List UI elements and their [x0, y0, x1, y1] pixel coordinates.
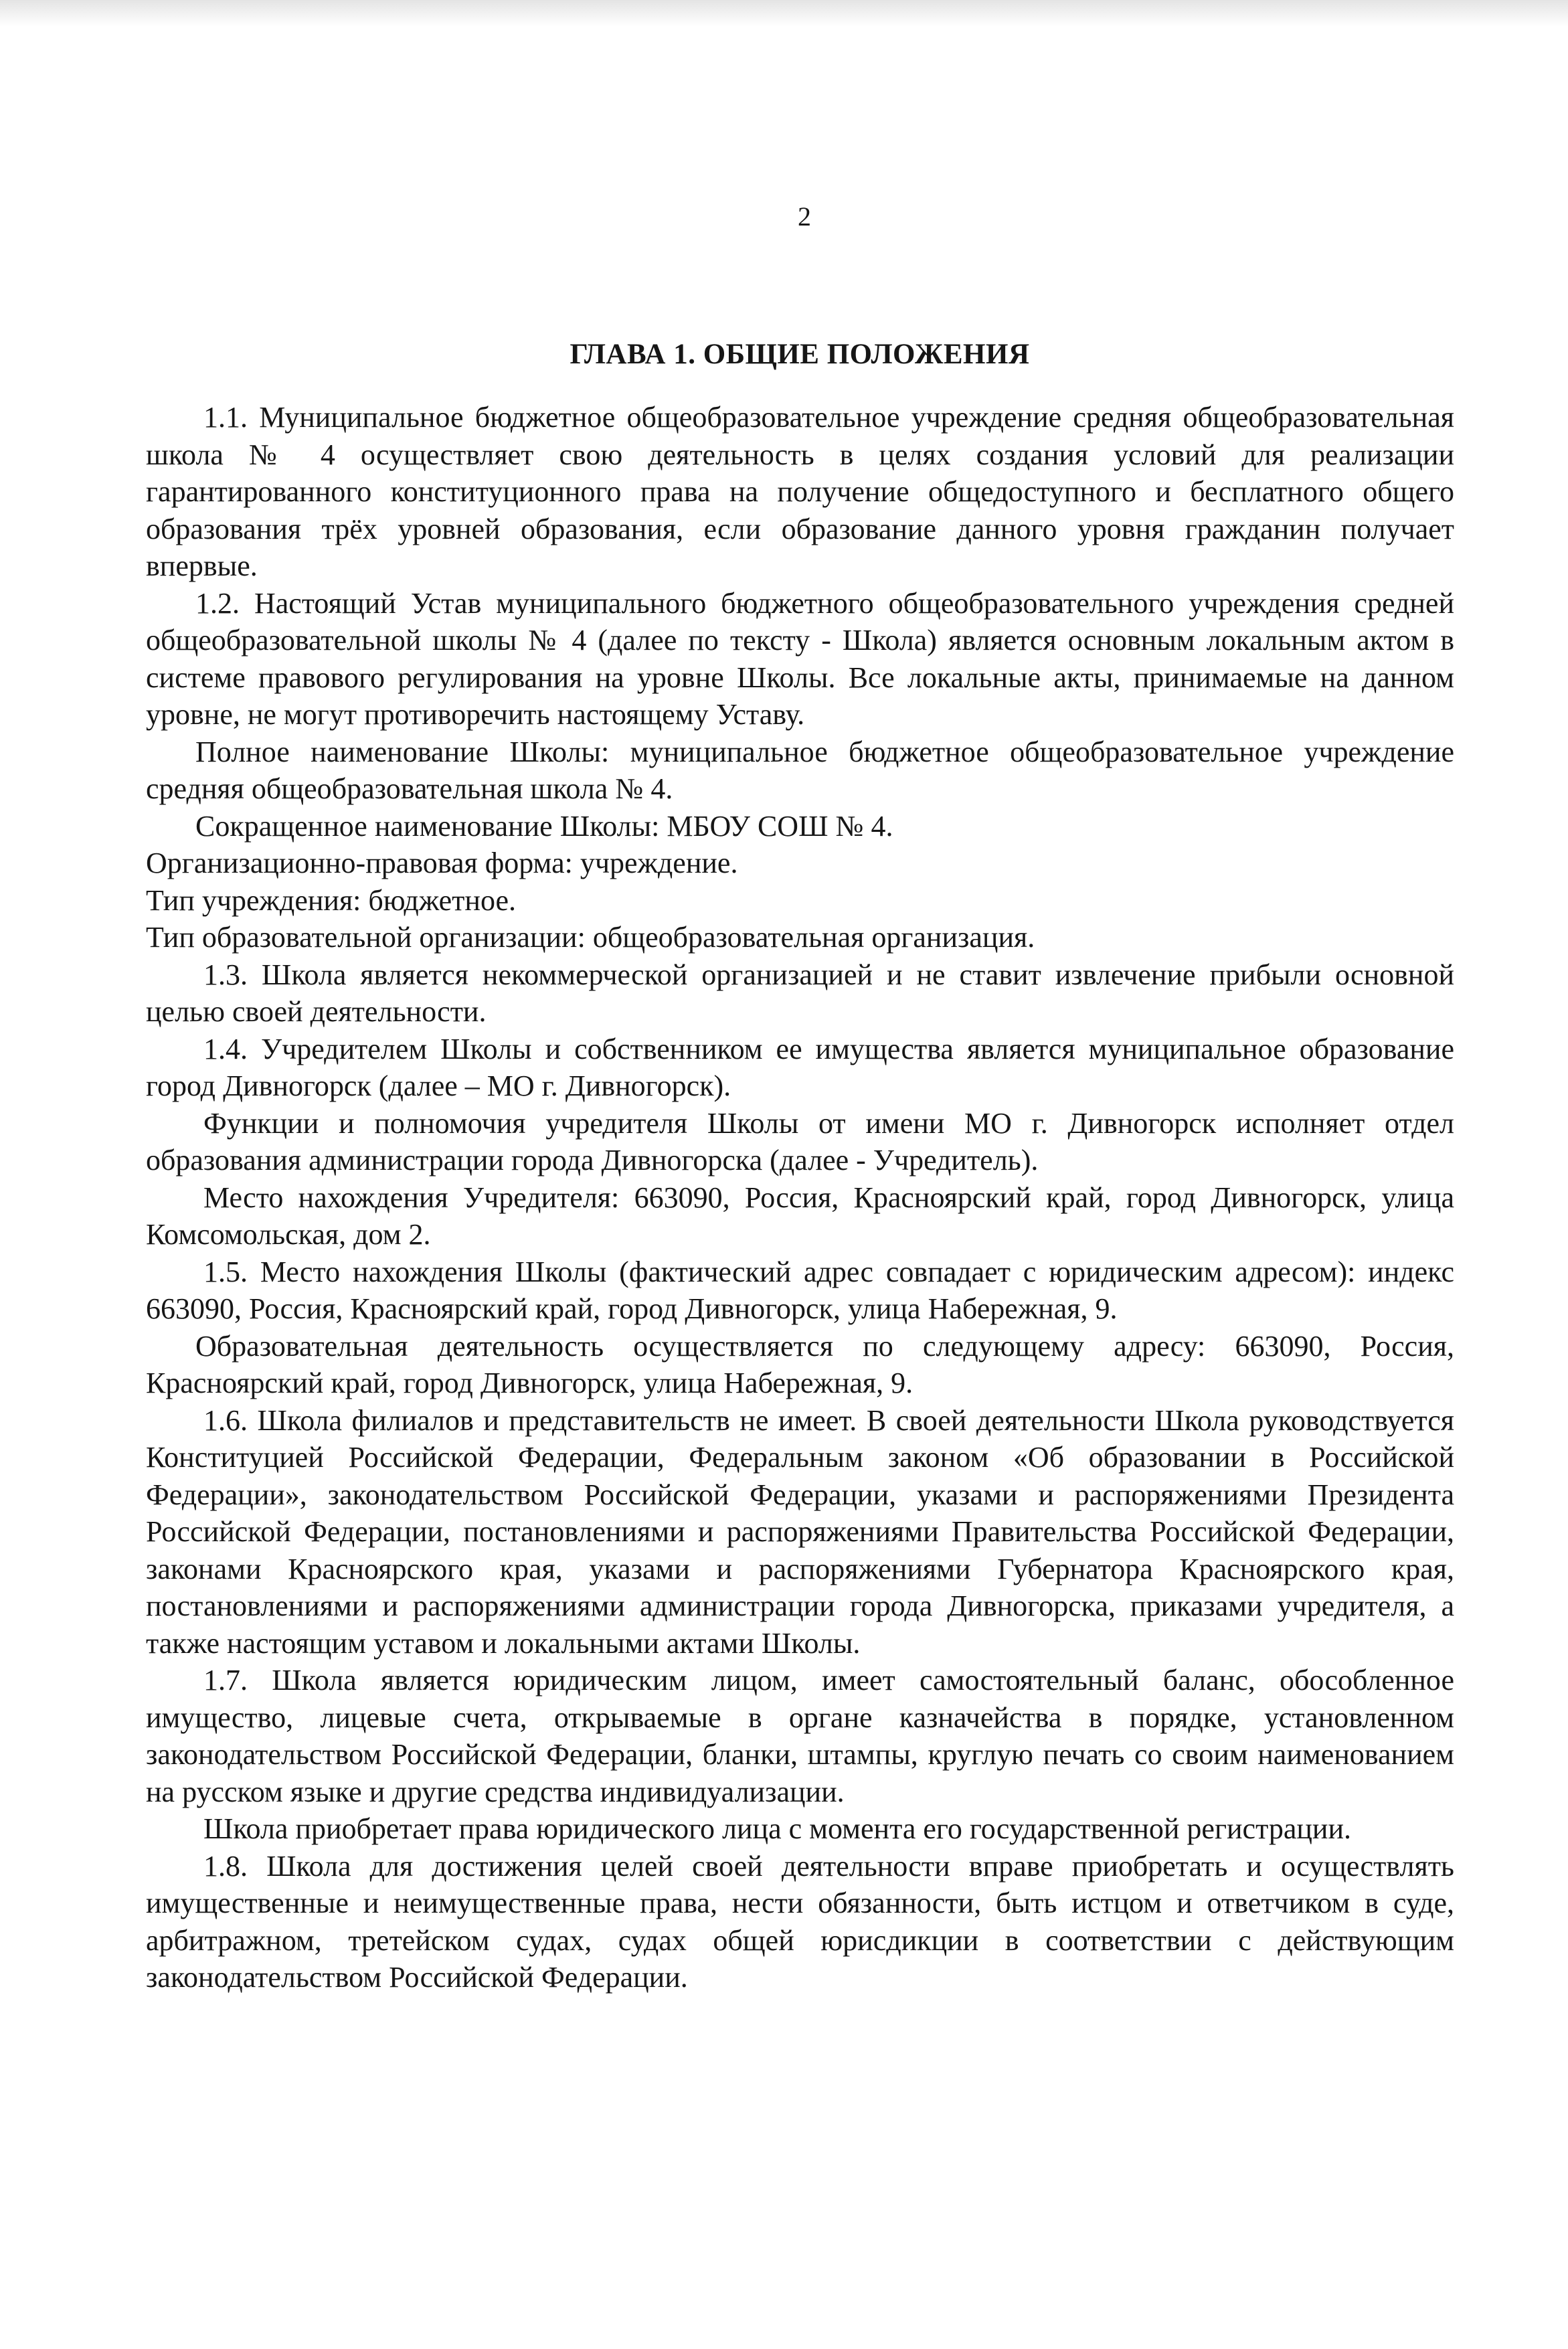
- paragraph-organization-type: Тип образовательной организации: общеобразовательная организация.: [146, 921, 1035, 954]
- paragraph-short-name: Сокращенное наименование Школы: МБОУ СОШ № 4.: [195, 809, 893, 843]
- paragraph-institution-type: Тип учреждения: бюджетное.: [146, 883, 517, 917]
- paragraph-1-2: 1.2. Настоящий Устав муниципального бюджетного общеобразовательного учреждения средней общеобразовательной школы № 4 (далее по тексту - Школа) является основным локальным актом в системе правового регулирования на уровне Школы. Все локальные акты, принимаемые на данном уровне, не могут противоречить настоящему Уставу.: [146, 586, 1454, 731]
- paragraph-legal-entity-rights: Школа приобретает права юридического лица с момента его государственной регистрации.: [203, 1812, 1352, 1845]
- paragraph-1-8: 1.8. Школа для достижения целей своей деятельности вправе приобретать и осуществлять имущественные и неимущественные права, нести обязанности, быть истцом и ответчиком в суде, арбитражном, третейском судах, судах общей юрисдикции в соответствии с действующим законодательством Российской Федерации.: [146, 1849, 1454, 1994]
- document-body: [146, 399, 1454, 1996]
- paragraph-founder-functions: Функции и полномочия учредителя Школы от имени МО г. Дивногорск исполняет отдел образования администрации города Дивногорска (далее - Учредитель).: [146, 1106, 1454, 1177]
- paragraph-1-1: 1.1. Муниципальное бюджетное общеобразовательное учреждение средняя общеобразовательная школа № 4 осуществляет свою деятельность в целях создания условий для реализации гарантированного конституционного права на получение общедоступного и бесплатного общего образования трёх уровней образования, если образование данного уровня гражданин получает впервые.: [146, 401, 1454, 582]
- paragraph-activity-address: Образовательная деятельность осуществляется по следующему адресу: 663090, Россия, Красноярский край, город Дивногорск, улица Набережная, 9.: [146, 1329, 1454, 1399]
- paragraph-1-7: 1.7. Школа является юридическим лицом, имеет самостоятельный баланс, обособленное имущество, лицевые счета, открываемые в органе казначейства в порядке, установленном законодательством Российской Федерации, бланки, штампы, круглую печать со своим наименованием на русском языке и другие средства индивидуализации.: [146, 1664, 1454, 1808]
- scan-edge-shadow: [0, 0, 1568, 27]
- chapter-title: ГЛАВА 1. ОБЩИЕ ПОЛОЖЕНИЯ: [570, 339, 1030, 370]
- paragraph-1-5: 1.5. Место нахождения Школы (фактический адрес совпадает с юридическим адресом): индекс 663090, Россия, Красноярский край, город Дивногорск, улица Набережная, 9.: [146, 1255, 1454, 1325]
- paragraph-founder-location: Место нахождения Учредителя: 663090, Россия, Красноярский край, город Дивногорск, улица Комсомольская, дом 2.: [146, 1181, 1454, 1251]
- paragraph-1-6: 1.6. Школа филиалов и представительств не имеет. В своей деятельности Школа руководствуется Конституцией Российской Федерации, Федеральным законом «Об образовании в Российской Федерации», законодательством Российской Федерации, указами и распоряжениями Президента Российской Федерации, постановлениями и распоряжениями Правительства Российской Федерации, законами Красноярского края, указами и распоряжениями Губернатора Красноярского края, постановлениями и распоряжениями администрации города Дивногорска, приказами учредителя, а также настоящим уставом и локальными актами Школы.: [146, 1403, 1454, 1660]
- paragraph-legal-form: Организационно-правовая форма: учреждение.: [146, 847, 738, 879]
- page-number: 2: [798, 201, 811, 232]
- paragraph-full-name: Полное наименование Школы: муниципальное бюджетное общеобразовательное учреждение средняя общеобразовательная школа № 4.: [146, 735, 1454, 805]
- paragraph-1-4: 1.4. Учредителем Школы и собственником ее имущества является муниципальное образование город Дивногорск (далее – МО г. Дивногорск).: [146, 1032, 1454, 1102]
- paragraph-1-3: 1.3. Школа является некоммерческой организацией и не ставит извлечение прибыли основной целью своей деятельности.: [146, 958, 1454, 1028]
